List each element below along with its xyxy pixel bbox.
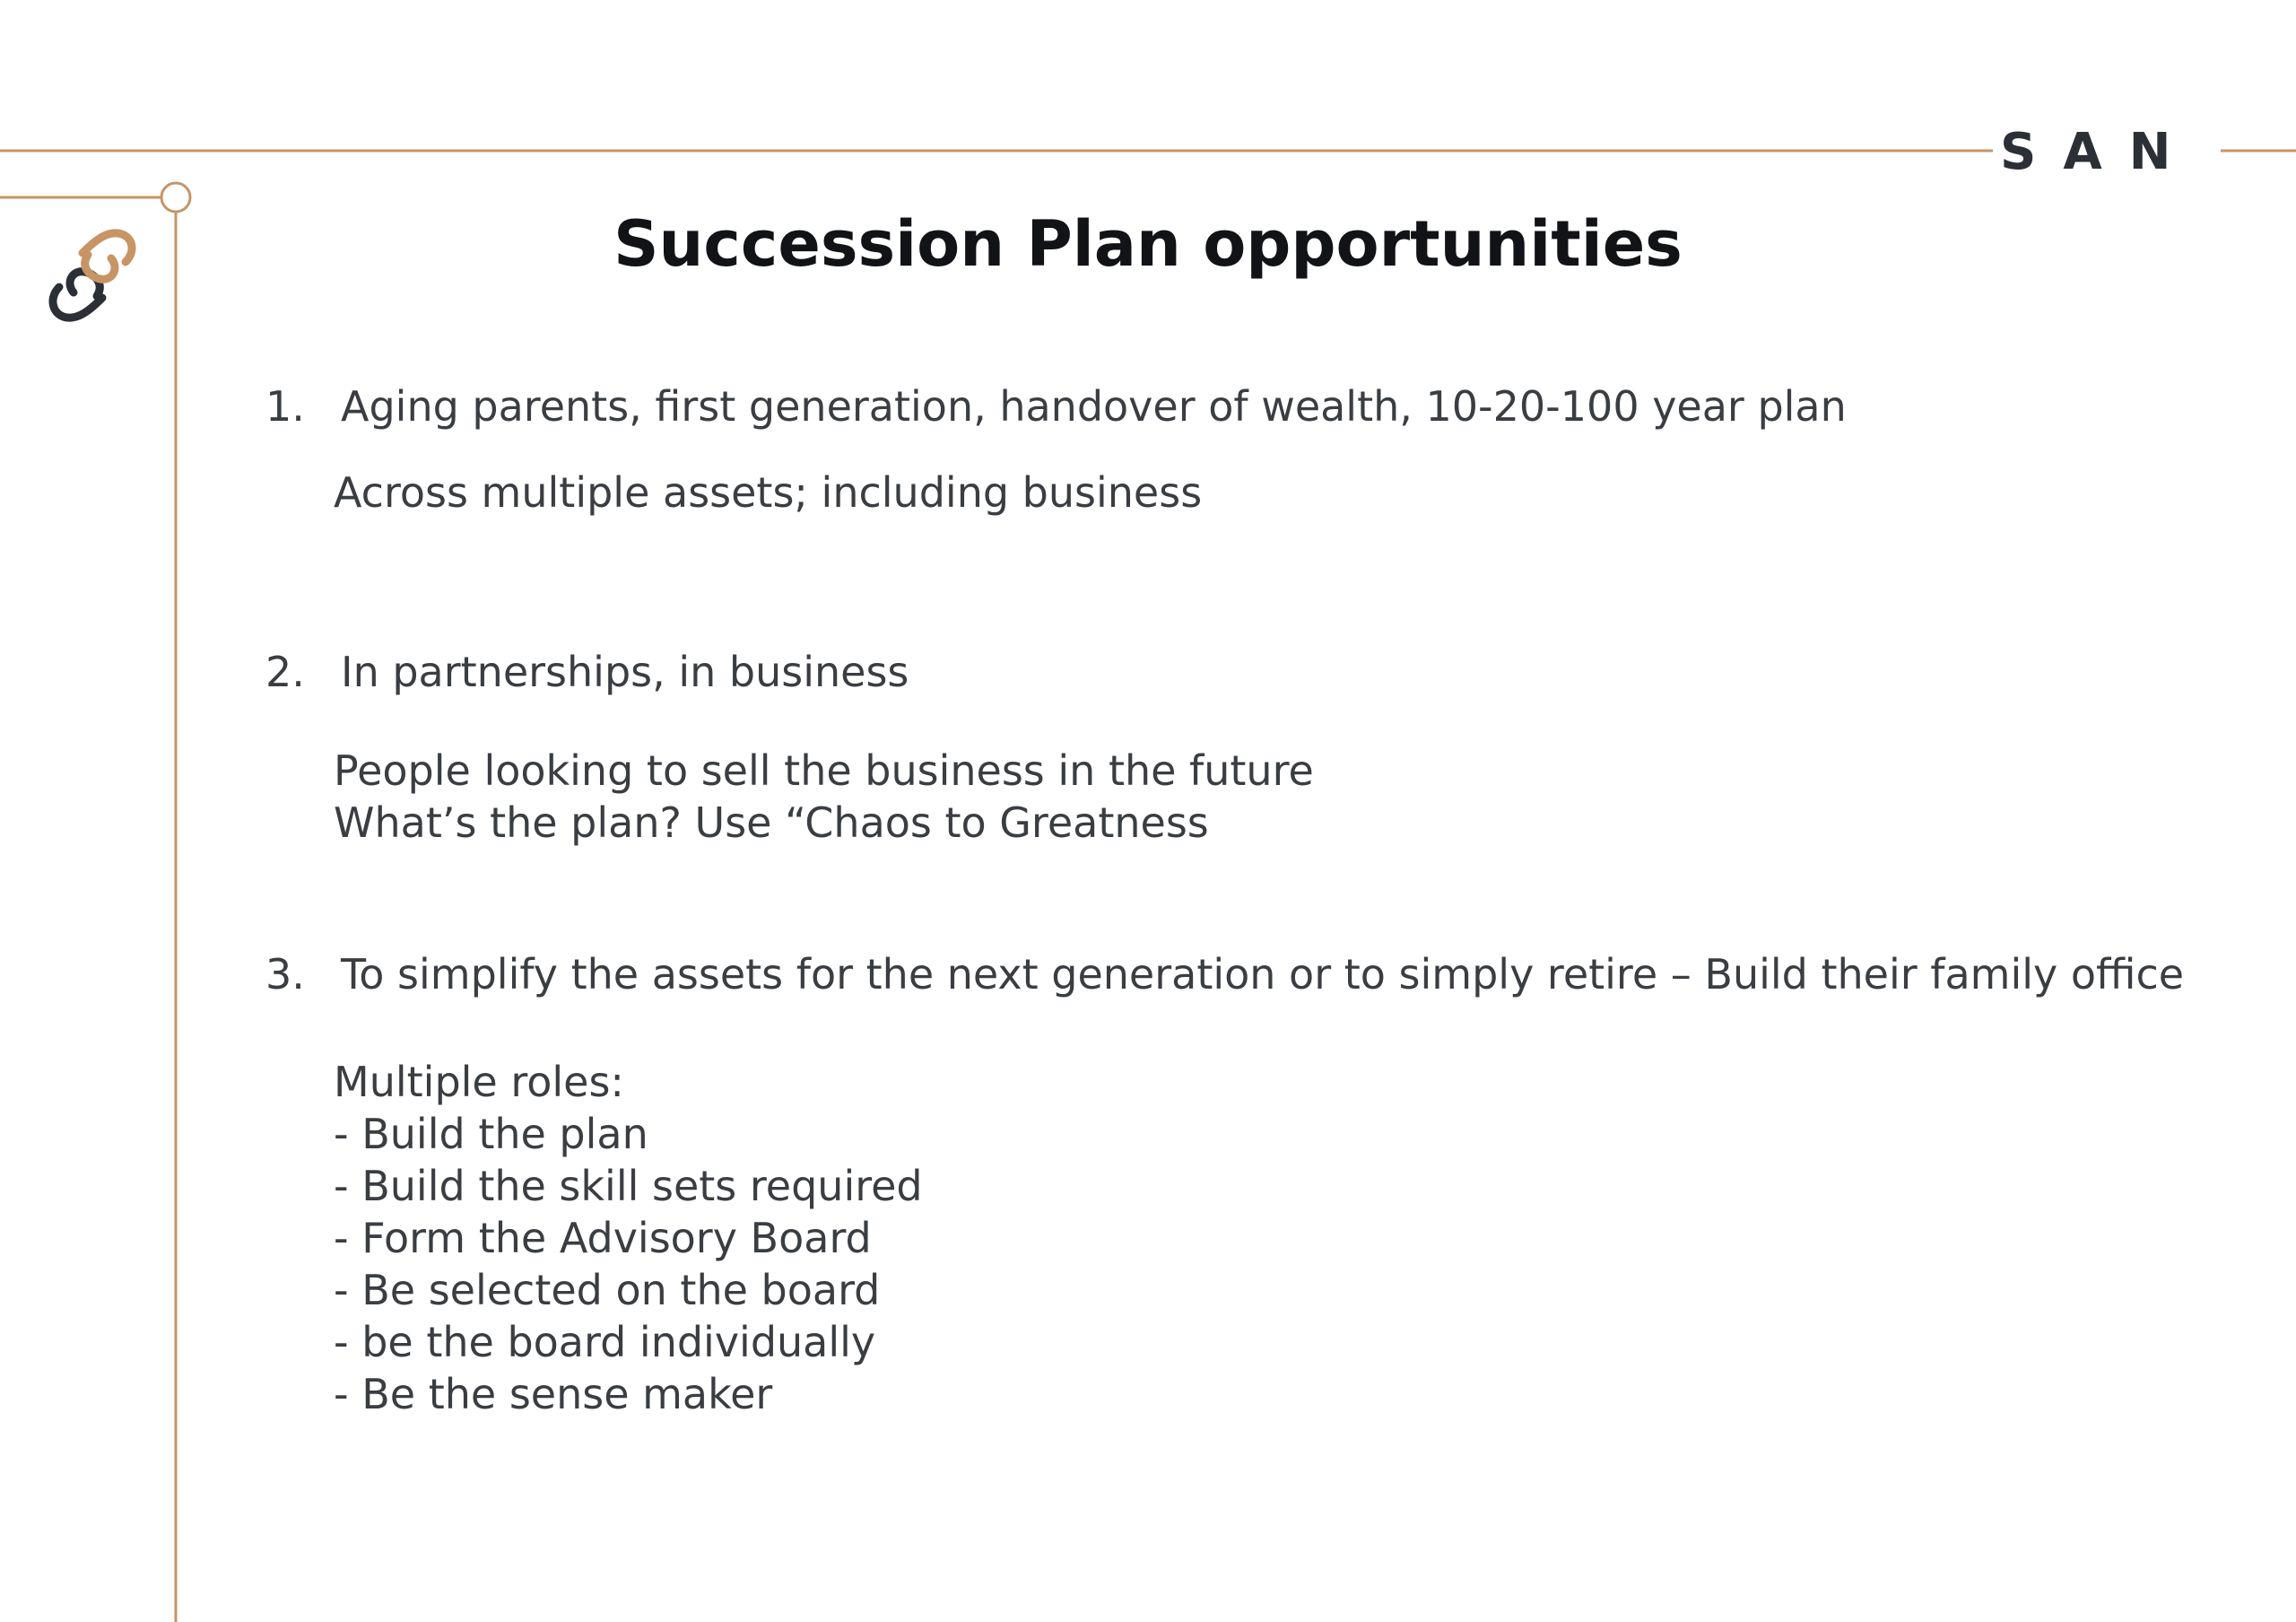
list-item-detail: What’s the plan? Use “Chaos to Greatness (334, 798, 1209, 847)
list-item-detail: People looking to sell the business in the future (334, 746, 1314, 795)
list-item-number: 3. (265, 950, 305, 998)
list-item-detail: - Be the sense maker (334, 1370, 773, 1418)
list-item-detail: - Be selected on the board (334, 1266, 881, 1314)
list-item-detail: - Build the plan (334, 1110, 648, 1158)
list-item-detail: - Build the skill sets required (334, 1162, 923, 1210)
brand-wordmark: SAN (2000, 123, 2198, 181)
list-item-detail: - be the board individually (334, 1318, 876, 1366)
list-item-number: 1. (265, 382, 305, 431)
list-item-text: In partnerships, in business (341, 648, 909, 696)
list-item-detail: Multiple roles: (334, 1058, 624, 1106)
list-item-number: 2. (265, 648, 305, 696)
list-item-text: Aging parents, first generation, handover of wealth, 10-20-100 year plan (341, 382, 1847, 431)
page-title: Succession Plan opportunities (613, 207, 1683, 281)
list-item-detail: - Form the Advisory Board (334, 1214, 872, 1262)
list-item-detail: Across multiple assets; including business (334, 468, 1203, 517)
list-item-text: To simplify the assets for the next generation or to simply retire – Build their family office (341, 950, 2185, 998)
